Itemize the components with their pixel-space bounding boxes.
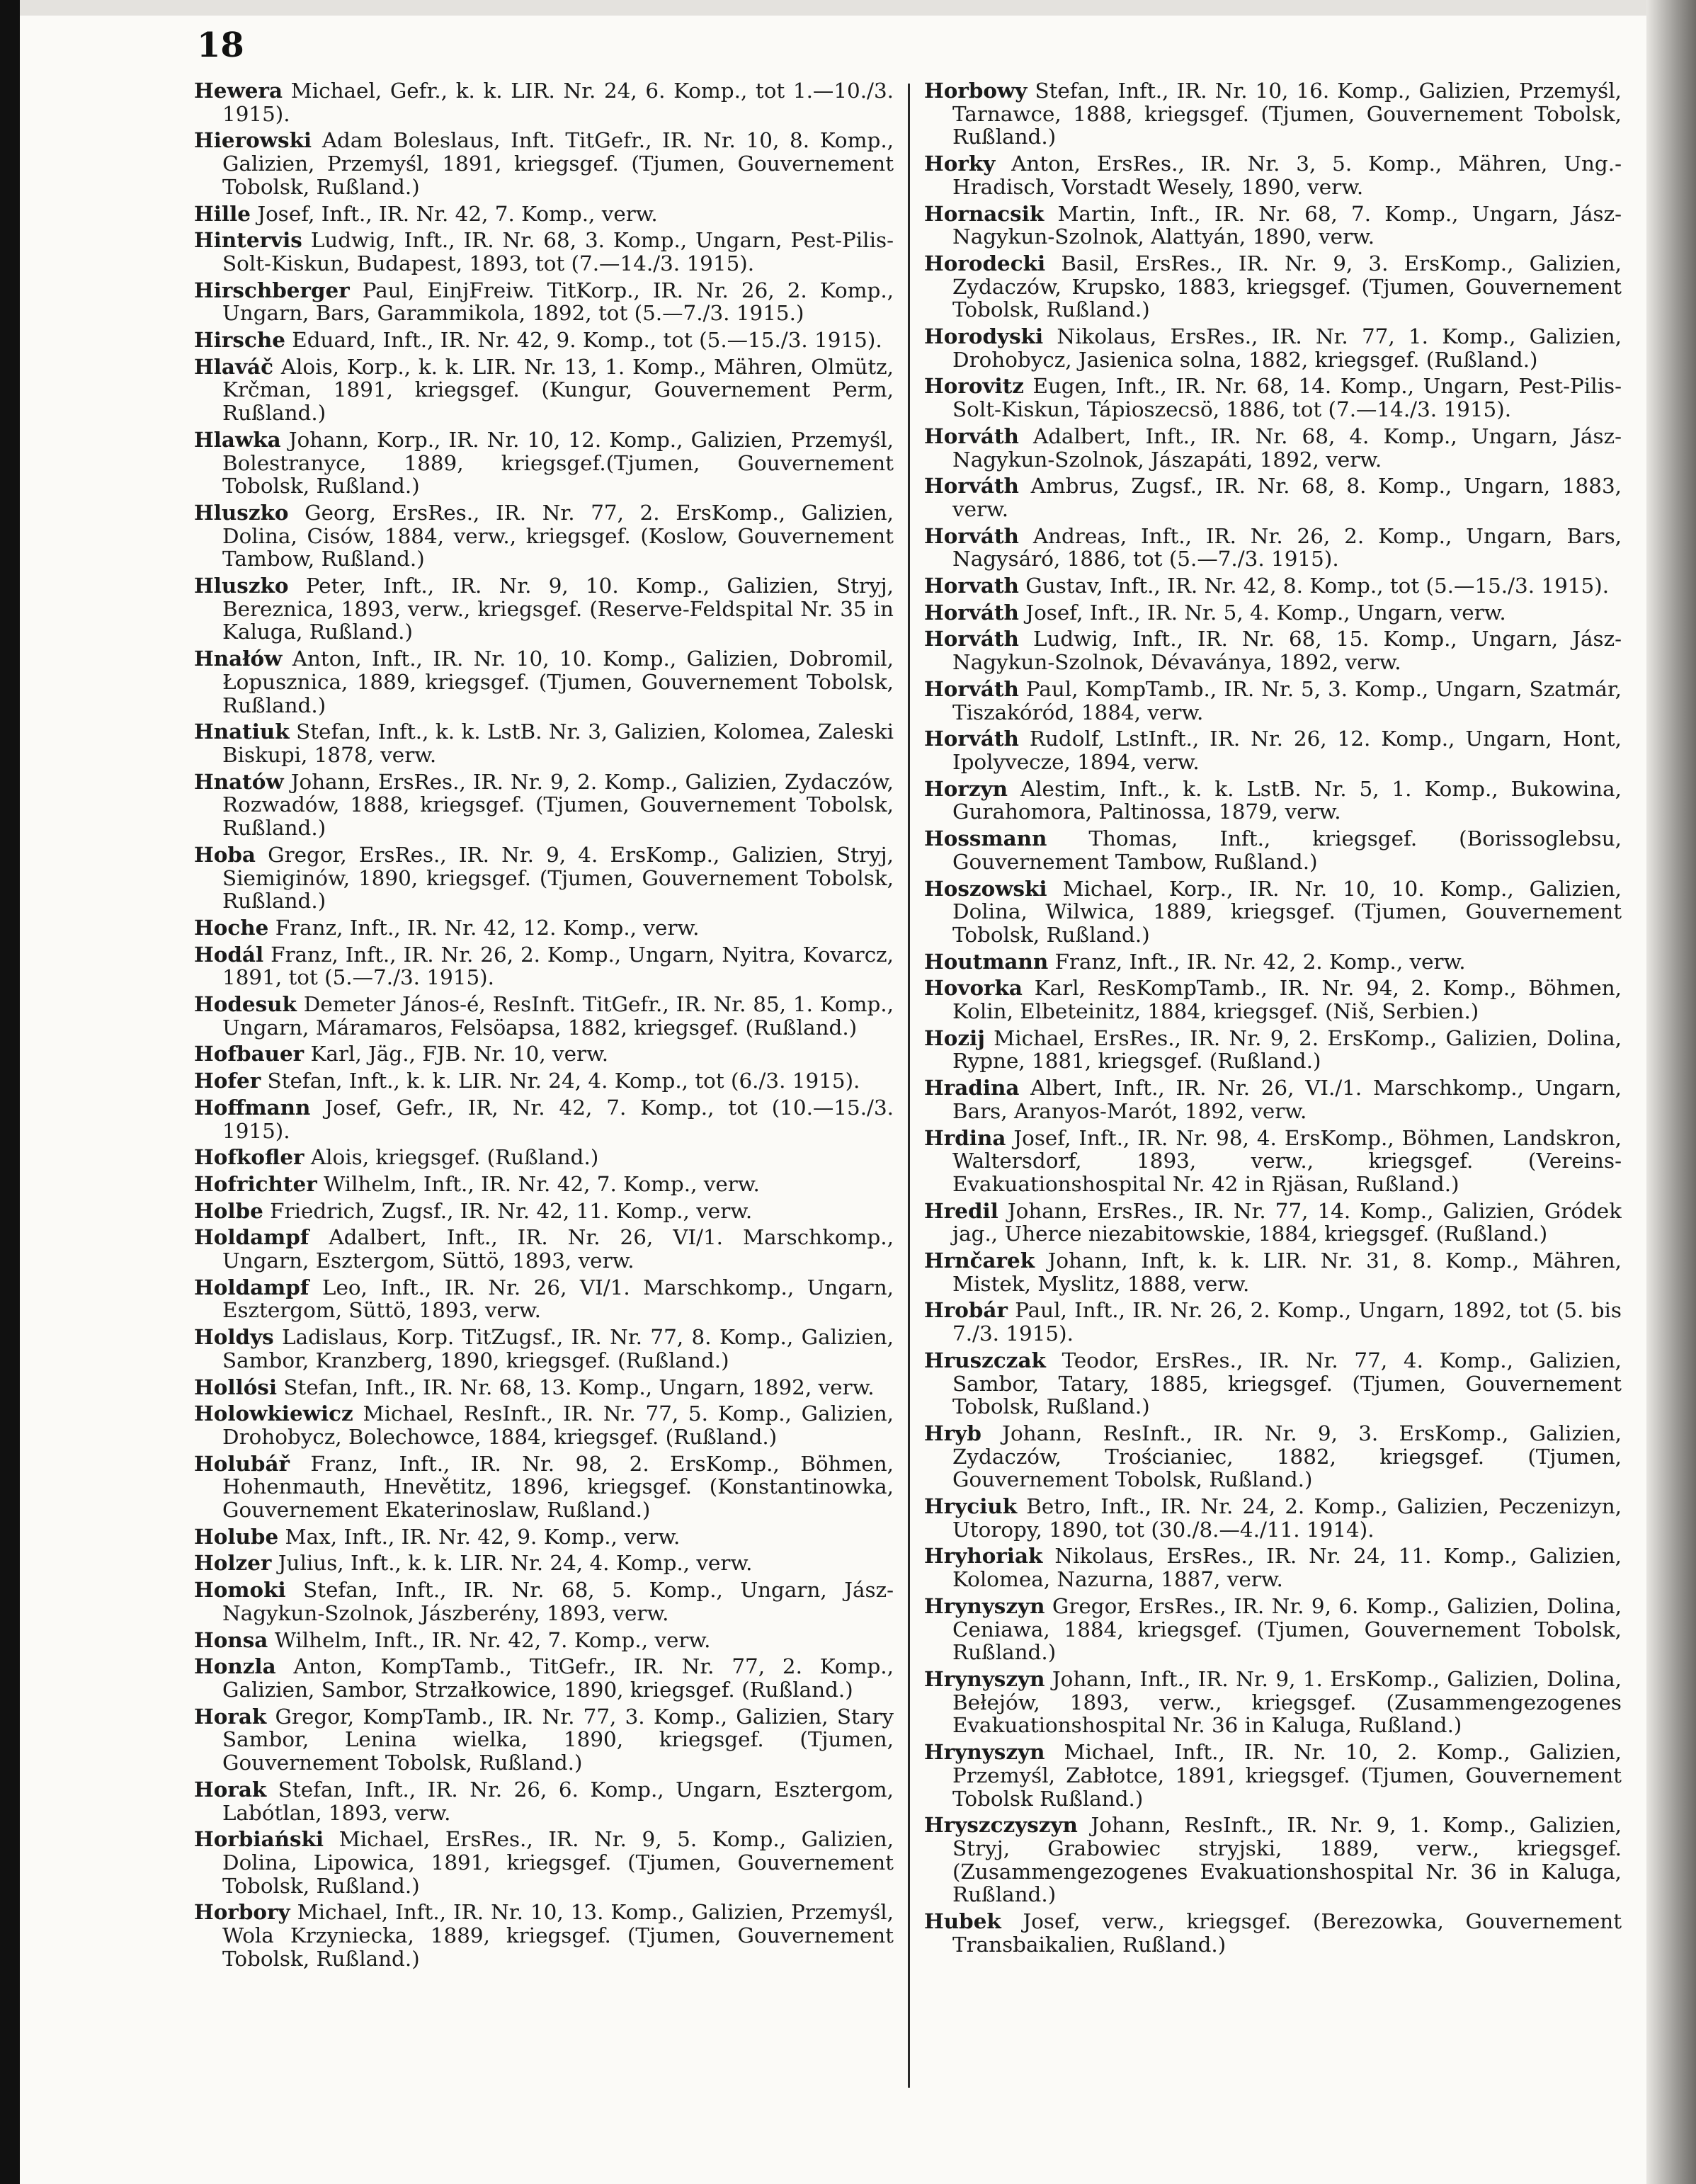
entry-surname: Homoki	[194, 1577, 286, 1603]
entry-surname: Hofer	[194, 1068, 261, 1093]
entry-surname: Hrynyszyn	[924, 1666, 1045, 1691]
entry-surname: Horváth	[924, 523, 1019, 548]
entry-details: Georg, ErsRes., IR. Nr. 77, 2. ErsKomp., Galizien, Dolina, Cisów, 1884, verw., kriegsgef. (Koslow, Gouvernement Tambow, Rußland.)	[222, 500, 894, 571]
entry-details: Adalbert, Inft., IR. Nr. 68, 4. Komp., Ungarn, Jász-Nagykun-Szolnok, Jászapáti, 1892, verw.	[952, 423, 1622, 472]
entry-surname: Hnatów	[194, 768, 284, 794]
entry-surname: Hredil	[924, 1198, 998, 1223]
entry-surname: Hrynyszyn	[924, 1739, 1045, 1765]
list-item	[194, 993, 894, 1039]
scan-right-shadow	[1646, 0, 1696, 2184]
entry-surname: Horak	[194, 1776, 267, 1802]
entry-surname: Hodál	[194, 941, 264, 967]
entry-surname: Hofrichter	[194, 1171, 317, 1196]
entry-details: Eduard, Inft., IR. Nr. 42, 9. Komp., tot (5.—15./3. 1915).	[292, 328, 882, 353]
list-item	[194, 1042, 894, 1066]
entry-details: Ambrus, Zugsf., IR. Nr. 68, 8. Komp., Ungarn, 1883, verw.	[952, 474, 1622, 521]
entry-surname: Hofkofler	[194, 1144, 305, 1170]
entry-surname: Hirschberger	[194, 277, 350, 302]
entry-details: Friedrich, Zugsf., IR. Nr. 42, 11. Komp., verw.	[270, 1198, 753, 1223]
list-item	[194, 574, 894, 644]
list-item	[194, 1146, 894, 1169]
entry-details: Franz, Inft., IR. Nr. 42, 2. Komp., verw.	[1054, 949, 1466, 974]
entry-details: Gregor, KompTamb., IR. Nr. 77, 3. Komp., Galizien, Stary Sambor, Lenina wielka, 1890, kriegsgef. (Tjumen, Gouvernement Tobolsk, Rußland.)	[222, 1704, 894, 1775]
entry-surname: Hovorka	[924, 975, 1023, 1001]
entry-details: Thomas, Inft., kriegsgef. (Borissoglebsu, Gouvernement Tambow, Rußland.)	[952, 826, 1622, 874]
entry-details: Teodor, ErsRes., IR. Nr. 77, 4. Komp., Galizien, Sambor, Tatary, 1885, kriegsgef. (Tjumen, Gouvernement Tobolsk, Rußland.)	[952, 1348, 1622, 1419]
list-item	[924, 1422, 1622, 1491]
list-item	[194, 1629, 894, 1652]
entry-surname: Horzyn	[924, 775, 1008, 801]
entry-surname: Holdampf	[194, 1274, 309, 1299]
entry-details: Alois, Korp., k. k. LIR. Nr. 13, 1. Komp., Mähren, Olmütz, Krčman, 1891, kriegsgef. (Kungur, Gouvernement Perm, Rußland.)	[222, 354, 894, 426]
entry-surname: Holdampf	[194, 1224, 309, 1250]
entry-details: Stefan, Inft., k. k. LstB. Nr. 3, Galizien, Kolomea, Zaleski Biskupi, 1878, verw.	[222, 720, 894, 767]
entry-details: Peter, Inft., IR. Nr. 9, 10. Komp., Galizien, Stryj, Bereznica, 1893, verw., kriegsgef. (Reserve-Feldspital Nr. 35 in Kaluga, Rußland.)	[222, 574, 894, 644]
entry-details: Josef, verw., kriegsgef. (Berezowka, Gouvernement Transbaikalien, Rußland.)	[952, 1909, 1622, 1957]
entry-details: Paul, Inft., IR. Nr. 26, 2. Komp., Ungarn, 1892, tot (5. bis 7./3. 1915).	[952, 1298, 1622, 1346]
entry-details: Albert, Inft., IR. Nr. 26, VI./1. Marschkomp., Ungarn, Bars, Aranyos-Marót, 1892, verw.	[952, 1076, 1622, 1123]
entry-surname: Horodyski	[924, 324, 1044, 349]
list-item	[194, 1276, 894, 1322]
entry-surname: Hollósi	[194, 1374, 278, 1399]
list-item	[924, 1249, 1622, 1295]
list-item	[194, 1402, 894, 1448]
entry-details: Nikolaus, ErsRes., IR. Nr. 24, 11. Komp., Galizien, Kolomea, Nazurna, 1887, verw.	[952, 1544, 1622, 1592]
entry-details: Michael, Korp., IR. Nr. 10, 10. Komp., Galizien, Dolina, Wilwica, 1889, kriegsgef. (Tjumen, Gouvernement Tobolsk, Rußland.)	[952, 876, 1622, 947]
entry-surname: Holubář	[194, 1450, 290, 1476]
list-item	[194, 1376, 894, 1399]
entry-details: Josef, Inft., IR. Nr. 98, 4. ErsKomp., Böhmen, Landskron, Waltersdorf, 1893, verw., kriegsgef. (Vereins-Evakuationshospital Nr. 42 in Rjäsan, Rußland.)	[952, 1125, 1622, 1196]
list-item	[194, 1552, 894, 1575]
list-item	[194, 1525, 894, 1549]
left-column	[194, 79, 894, 2083]
entry-surname: Horváth	[924, 423, 1019, 448]
entry-surname: Honzla	[194, 1654, 276, 1679]
entry-surname: Hlaváč	[194, 353, 273, 379]
list-item	[924, 627, 1622, 673]
entry-surname: Hrnčarek	[924, 1248, 1035, 1273]
list-item	[924, 474, 1622, 521]
column-divider	[908, 84, 910, 2088]
entry-details: Johann, Korp., IR. Nr. 10, 12. Komp., Galizien, Przemyśl, Bolestranyce, 1889, kriegsgef.(Tjumen, Gouvernement Tobolsk, Rußland.)	[222, 427, 894, 499]
entry-surname: Hryb	[924, 1420, 981, 1445]
entry-details: Franz, Inft., IR. Nr. 98, 2. ErsKomp., Böhmen, Hohenmauth, Hnevětitz, 1896, kriegsgef. (Konstantinowka, Gouvernement Ekaterinoslaw, Rußland.)	[222, 1451, 894, 1523]
entry-details: Franz, Inft., IR. Nr. 42, 12. Komp., verw.	[275, 915, 700, 940]
list-item	[924, 877, 1622, 947]
right-column	[924, 79, 1622, 2083]
entry-surname: Hofbauer	[194, 1041, 305, 1067]
list-item	[194, 720, 894, 766]
entry-surname: Hierowski	[194, 127, 312, 153]
entry-surname: Hrdina	[924, 1125, 1006, 1150]
list-item	[194, 647, 894, 717]
entry-details: Stefan, Inft., IR. Nr. 68, 13. Komp., Ungarn, 1892, verw.	[283, 1375, 875, 1399]
list-item	[924, 1741, 1622, 1810]
list-item	[194, 1828, 894, 1897]
entry-surname: Horváth	[924, 726, 1019, 751]
entry-details: Michael, ErsRes., IR. Nr. 9, 2. ErsKomp., Galizien, Dolina, Rypne, 1881, kriegsgef. (Rußland.)	[952, 1025, 1622, 1074]
list-item	[924, 1814, 1622, 1906]
entry-details: Anton, KompTamb., TitGefr., IR. Nr. 77, 2. Komp., Galizien, Sambor, Strzałkowice, 1890, kriegsgef. (Rußland.)	[222, 1654, 894, 1702]
entry-details: Demeter János-é, ResInft. TitGefr., IR. Nr. 85, 1. Komp., Ungarn, Máramaros, Felsöapsa, 1882, kriegsgef. (Rußland.)	[222, 992, 894, 1040]
list-item	[194, 1326, 894, 1372]
entry-details: Michael, ResInft., IR. Nr. 77, 5. Komp., Galizien, Drohobycz, Bolechowce, 1884, kriegsgef. (Rußland.)	[222, 1401, 894, 1449]
entry-surname: Hnatiuk	[194, 719, 290, 744]
entry-surname: Horbory	[194, 1899, 290, 1925]
entry-surname: Hryszczyszyn	[924, 1812, 1078, 1838]
list-item	[194, 1096, 894, 1142]
entry-surname: Hoba	[194, 841, 256, 867]
entry-details: Rudolf, LstInft., IR. Nr. 26, 12. Komp., Ungarn, Hont, Ipolyvecze, 1894, verw.	[952, 727, 1622, 774]
list-item	[924, 325, 1622, 371]
entry-surname: Horváth	[924, 599, 1019, 625]
scan-left-edge	[0, 0, 20, 2184]
entry-details: Johann, ResInft., IR. Nr. 9, 1. Komp., Galizien, Stryj, Grabowiec stryjski, 1889, verw., kriegsgef. (Zusammengezogenes Evakuationshospital Nr. 36 in Kaluga, Rußland.)	[952, 1813, 1622, 1907]
list-item	[194, 1452, 894, 1522]
list-item	[194, 200, 894, 226]
entry-details: Paul, EinjFreiw. TitKorp., IR. Nr. 26, 2. Komp., Ungarn, Bars, Garammikola, 1892, tot (5.—7./3. 1915.)	[222, 278, 894, 326]
entry-surname: Hintervis	[194, 227, 302, 253]
entry-details: Paul, KompTamb., IR. Nr. 5, 3. Komp., Ungarn, Szatmár, Tiszakóród, 1884, verw.	[952, 676, 1622, 724]
entry-surname: Hirsche	[194, 327, 285, 353]
list-item	[924, 977, 1622, 1023]
entry-surname: Hrynyszyn	[924, 1593, 1045, 1618]
entry-surname: Hluszko	[194, 573, 289, 598]
entry-details: Michael, Inft., IR. Nr. 10, 13. Komp., Galizien, Przemyśl, Wola Krzyniecka, 1889, kriegsgef. (Tjumen, Gouvernement Tobolsk, Rußland.)	[222, 1900, 894, 1971]
list-item	[924, 1076, 1622, 1122]
entry-details: Franz, Inft., IR. Nr. 26, 2. Komp., Ungarn, Nyitra, Kovarcz, 1891, tot (5.—7./3. 1915).	[222, 942, 894, 990]
entry-surname: Hlawka	[194, 426, 281, 452]
entry-details: Karl, ResKompTamb., IR. Nr. 94, 2. Komp., Böhmen, Kolin, Elbeteinitz, 1884, kriegsgef. (Niš, Serbien.)	[952, 976, 1622, 1024]
list-item	[194, 770, 894, 840]
entry-details: Karl, Jäg., FJB. Nr. 10, verw.	[310, 1042, 609, 1067]
page-number: 18	[197, 25, 244, 65]
list-item	[924, 601, 1622, 625]
entry-details: Michael, Inft., IR. Nr. 10, 2. Komp., Galizien, Przemyśl, Zabłotce, 1891, kriegsgef. (Tjumen, Gouvernement Tobolsk Rußland.)	[952, 1740, 1622, 1811]
entry-surname: Horodecki	[924, 250, 1046, 275]
entry-details: Gregor, ErsRes., IR. Nr. 9, 4. ErsKomp., Galizien, Stryj, Siemiginów, 1890, kriegsgef. (Tjumen, Gouvernement Tobolsk, Rußland.)	[222, 842, 894, 914]
list-item	[194, 501, 894, 571]
entry-surname: Hradina	[924, 1075, 1020, 1100]
entry-details: Julius, Inft., k. k. LIR. Nr. 24, 4. Komp., verw.	[278, 1551, 753, 1576]
entry-surname: Hoszowski	[924, 875, 1047, 901]
entry-surname: Holzer	[194, 1550, 272, 1576]
entry-details: Wilhelm, Inft., IR. Nr. 42, 7. Komp., verw.	[324, 1171, 760, 1196]
entry-details: Martin, Inft., IR. Nr. 68, 7. Komp., Ungarn, Jász-Nagykun-Szolnok, Alattyán, 1890, verw.	[952, 201, 1622, 249]
entry-surname: Hossmann	[924, 826, 1047, 851]
list-item	[924, 425, 1622, 471]
entry-details: Stefan, Inft., IR. Nr. 26, 6. Komp., Ungarn, Esztergom, Labótlan, 1893, verw.	[222, 1777, 894, 1825]
list-item	[194, 943, 894, 989]
entry-details: Basil, ErsRes., IR. Nr. 9, 3. ErsKomp., Galizien, Zydaczów, Krupsko, 1883, kriegsgef. (Tjumen, Gouvernement Tobolsk, Rußland.)	[952, 251, 1622, 322]
list-item	[924, 152, 1622, 198]
scan-top-edge	[0, 0, 1696, 16]
entry-surname: Hille	[194, 200, 251, 226]
entry-surname: Hruszczak	[924, 1347, 1046, 1372]
entry-details: Alois, kriegsgef. (Rußland.)	[310, 1145, 599, 1170]
list-item	[924, 1595, 1622, 1664]
entry-details: Josef, Gefr., IR, Nr. 42, 7. Komp., tot (10.—15./3. 1915).	[222, 1095, 894, 1143]
list-item	[194, 1226, 894, 1272]
list-item	[194, 129, 894, 198]
list-item	[924, 827, 1622, 873]
entry-surname: Houtmann	[924, 948, 1049, 974]
list-item	[194, 1579, 894, 1625]
list-item	[194, 1173, 894, 1196]
list-item	[194, 79, 894, 125]
entry-details: Ludwig, Inft., IR. Nr. 68, 15. Komp., Ungarn, Jász-Nagykun-Szolnok, Dévaványa, 1892, verw.	[952, 627, 1622, 675]
entry-surname: Hubek	[924, 1909, 1001, 1934]
entry-surname: Hodesuk	[194, 991, 297, 1017]
entry-details: Anton, ErsRes., IR. Nr. 3, 5. Komp., Mähren, Ung.-Hradisch, Vorstadt Wesely, 1890, verw.	[952, 152, 1622, 199]
list-item	[924, 200, 1622, 249]
list-item	[924, 79, 1622, 149]
entry-details: Michael, Gefr., k. k. LIR. Nr. 24, 6. Komp., tot 1.—10./3. 1915).	[222, 79, 894, 126]
entry-surname: Horovitz	[924, 373, 1024, 399]
entry-details: Johann, Inft., IR. Nr. 9, 1. ErsKomp., Galizien, Dolina, Bełejów, 1893, verw., kriegsgef. (Zusammengezogenes Evakuationshospital Nr. 36 in Kaluga, Rußland.)	[952, 1667, 1622, 1738]
entry-details: Eugen, Inft., IR. Nr. 68, 14. Komp., Ungarn, Pest-Pilis-Solt-Kiskun, Tápioszecsö, 1886, tot (7.—14./3. 1915).	[952, 374, 1622, 422]
entry-surname: Hozij	[924, 1025, 985, 1050]
entry-surname: Hnałów	[194, 646, 283, 671]
list-item	[194, 1200, 894, 1223]
list-item	[924, 375, 1622, 421]
entry-surname: Hluszko	[194, 499, 289, 525]
list-item	[194, 329, 894, 352]
entry-surname: Hryhoriak	[924, 1543, 1043, 1569]
entry-details: Stefan, Inft., IR. Nr. 10, 16. Komp., Galizien, Przemyśl, Tarnawce, 1888, kriegsgef. (Tjumen, Gouvernement Tobolsk, Rußland.)	[952, 79, 1622, 149]
entry-surname: Hornacsik	[924, 200, 1045, 226]
list-item	[924, 1668, 1622, 1737]
entry-surname: Horbiański	[194, 1826, 324, 1852]
list-item	[194, 1778, 894, 1824]
entry-details: Johann, ErsRes., IR. Nr. 9, 2. Komp., Galizien, Zydaczów, Rozwadów, 1888, kriegsgef. (Tjumen, Gouvernement Tobolsk, Rußland.)	[222, 769, 894, 841]
list-item	[924, 727, 1622, 773]
entry-surname: Holbe	[194, 1198, 263, 1223]
entry-surname: Honsa	[194, 1627, 268, 1652]
entry-surname: Horváth	[924, 676, 1019, 701]
entry-details: Adalbert, Inft., IR. Nr. 26, VI/1. Marschkomp., Ungarn, Esztergom, Süttö, 1893, verw.	[222, 1225, 894, 1273]
entry-details: Adam Boleslaus, Inft. TitGefr., IR. Nr. 10, 8. Komp., Galizien, Przemyśl, 1891, kriegsgef. (Tjumen, Gouvernement Tobolsk, Rußland.)	[222, 128, 894, 199]
list-item	[924, 950, 1622, 974]
entry-details: Stefan, Inft., k. k. LIR. Nr. 24, 4. Komp., tot (6./3. 1915).	[267, 1069, 860, 1093]
entry-surname: Horky	[924, 151, 996, 176]
list-item	[194, 843, 894, 913]
entry-surname: Hoche	[194, 914, 269, 940]
list-item	[924, 252, 1622, 322]
entry-details: Josef, Inft., IR. Nr. 42, 7. Komp., verw.	[257, 201, 658, 226]
entry-surname: Horvath	[924, 573, 1019, 598]
entry-details: Michael, ErsRes., IR. Nr. 9, 5. Komp., Galizien, Dolina, Lipowica, 1891, kriegsgef. (Tjumen, Gouvernement Tobolsk, Rußland.)	[222, 1827, 894, 1898]
list-item	[924, 1349, 1622, 1418]
list-item	[924, 1495, 1622, 1541]
list-item	[924, 775, 1622, 824]
list-item	[924, 574, 1622, 598]
entry-details: Betro, Inft., IR. Nr. 24, 2. Komp., Galizien, Peczenizyn, Utoropy, 1890, tot (30./8.—4./11. 1914).	[952, 1494, 1622, 1542]
entry-surname: Hoffmann	[194, 1094, 311, 1120]
list-item	[924, 678, 1622, 724]
list-item	[194, 229, 894, 275]
list-item	[924, 1200, 1622, 1246]
entry-surname: Horváth	[924, 626, 1019, 652]
list-item	[194, 1655, 894, 1701]
list-item	[194, 1069, 894, 1093]
list-item	[924, 1545, 1622, 1591]
entry-surname: Hryciuk	[924, 1494, 1018, 1519]
list-item	[924, 525, 1622, 571]
entry-details: Gregor, ErsRes., IR. Nr. 9, 6. Komp., Galizien, Dolina, Ceniawa, 1884, kriegsgef. (Tjumen, Gouvernement Tobolsk, Rußland.)	[952, 1593, 1622, 1665]
list-item	[194, 1705, 894, 1775]
entry-surname: Hewera	[194, 79, 283, 103]
entry-details: Stefan, Inft., IR. Nr. 68, 5. Komp., Ungarn, Jász-Nagykun-Szolnok, Jászberény, 1893, verw.	[222, 1578, 894, 1625]
list-item	[924, 1027, 1622, 1073]
list-item	[194, 428, 894, 498]
entry-surname: Horbowy	[924, 79, 1028, 103]
entry-surname: Hrobár	[924, 1297, 1008, 1323]
entry-details: Ludwig, Inft., IR. Nr. 68, 3. Komp., Ungarn, Pest-Pilis-Solt-Kiskun, Budapest, 1893, tot (7.—14./3. 1915).	[222, 228, 894, 275]
entry-surname: Holowkiewicz	[194, 1401, 353, 1426]
list-item	[924, 1910, 1622, 1956]
entry-details: Nikolaus, ErsRes., IR. Nr. 77, 1. Komp., Galizien, Drohobycz, Jasienica solna, 1882, kriegsgef. (Rußland.)	[952, 324, 1622, 372]
entry-details: Leo, Inft., IR. Nr. 26, VI/1. Marschkomp., Ungarn, Esztergom, Süttö, 1893, verw.	[222, 1275, 894, 1323]
list-item	[194, 916, 894, 940]
entry-surname: Holdys	[194, 1324, 274, 1350]
entry-details: Johann, ResInft., IR. Nr. 9, 3. ErsKomp., Galizien, Zydaczów, Trościaniec, 1882, kriegsgef. (Tjumen, Gouvernement Tobolsk, Rußland.)	[952, 1421, 1622, 1492]
entry-details: Anton, Inft., IR. Nr. 10, 10. Komp., Galizien, Dobromil, Łopusznica, 1889, kriegsgef. (Tjumen, Gouvernement Tobolsk, Rußland.)	[222, 647, 894, 717]
entry-details: Alestim, Inft., k. k. LstB. Nr. 5, 1. Komp., Bukowina, Gurahomora, Paltinossa, 1879, verw.	[952, 776, 1622, 824]
list-item	[924, 1127, 1622, 1196]
entry-details: Gustav, Inft., IR. Nr. 42, 8. Komp., tot (5.—15./3. 1915).	[1025, 574, 1610, 598]
entry-details: Josef, Inft., IR. Nr. 5, 4. Komp., Ungarn, verw.	[1025, 600, 1506, 625]
list-item	[194, 353, 894, 426]
entry-details: Ladislaus, Korp. TitZugsf., IR. Nr. 77, 8. Komp., Galizien, Sambor, Kranzberg, 1890, kriegsgef. (Rußland.)	[222, 1325, 894, 1372]
entry-details: Andreas, Inft., IR. Nr. 26, 2. Komp., Ungarn, Bars, Nagysáró, 1886, tot (5.—7./3. 1915).	[952, 523, 1622, 571]
entry-details: Johann, ErsRes., IR. Nr. 77, 14. Komp., Galizien, Gródek jag., Uherce niezabitowskie, 1884, kriegsgef. (Rußland.)	[952, 1198, 1622, 1246]
entry-surname: Horváth	[924, 473, 1019, 499]
entry-surname: Holube	[194, 1523, 279, 1549]
list-item	[194, 1901, 894, 1970]
entry-details: Johann, Inft, k. k. LIR. Nr. 31, 8. Komp., Mähren, Mistek, Myslitz, 1888, verw.	[952, 1249, 1622, 1296]
list-item	[924, 1299, 1622, 1345]
list-item	[194, 279, 894, 325]
entry-details: Wilhelm, Inft., IR. Nr. 42, 7. Komp., verw.	[274, 1627, 711, 1652]
entry-surname: Horak	[194, 1703, 267, 1729]
entry-details: Max, Inft., IR. Nr. 42, 9. Komp., verw.	[285, 1524, 681, 1549]
